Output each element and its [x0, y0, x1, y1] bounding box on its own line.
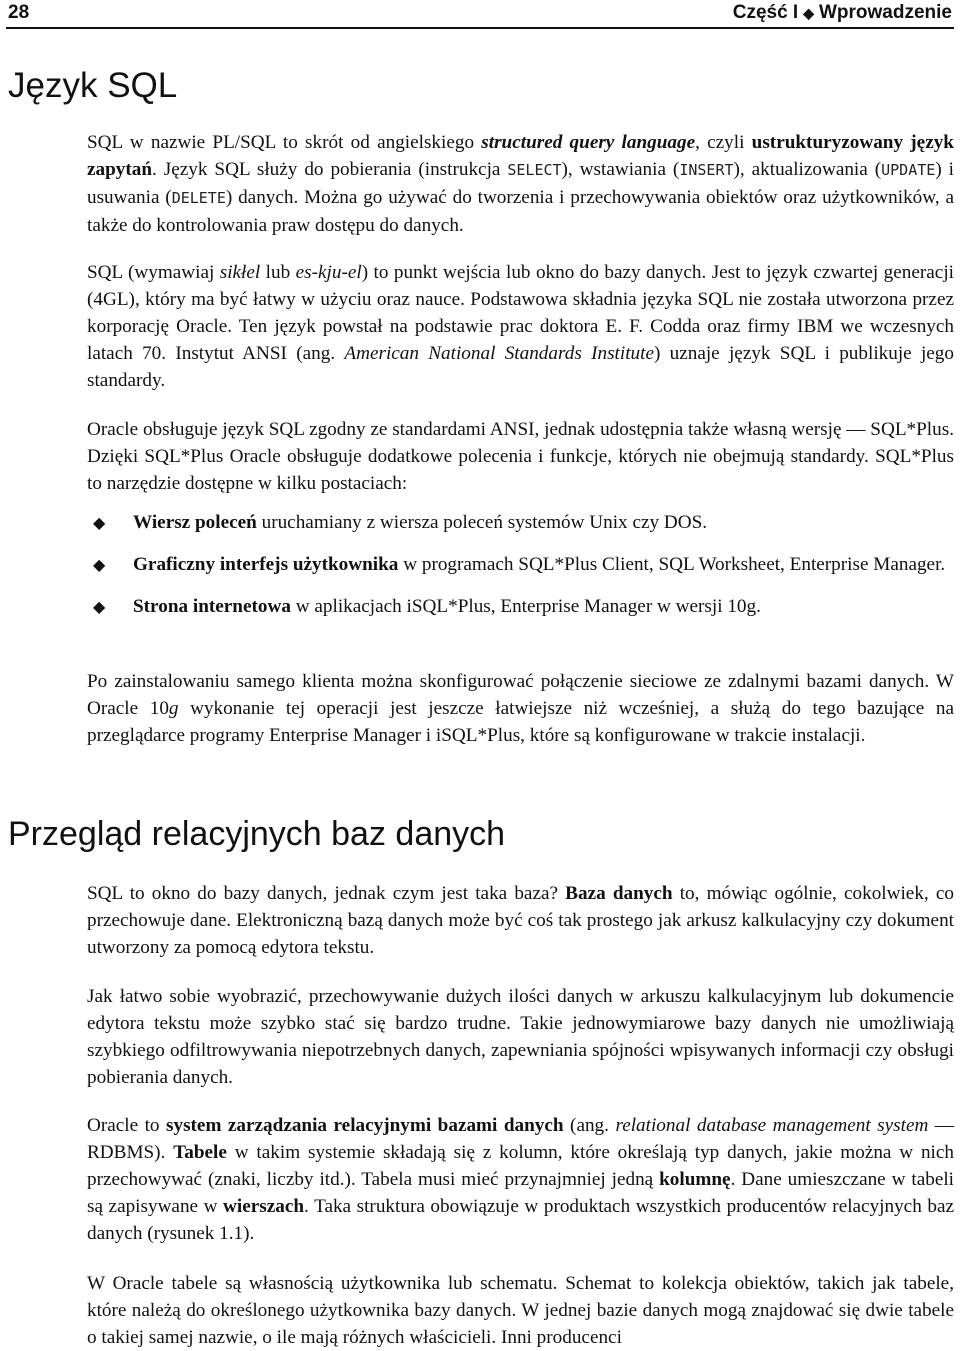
text-run: Jak łatwo sobie wyobrazić, przechowywanie dużych ilości danych w arkuszu kalkulacyjnym lub dokumencie edytora tekstu może szybko stać się bardzo trudne. Takie jednowymiarowe bazy danych nie umożliwiają szybkiego odfiltrowywania niepotrzebnych danych, zapewniania spójności wpisywanych informacji czy obsługi pobierania danych.	[87, 986, 954, 1088]
paragraph	[87, 880, 954, 961]
text-run: (ang.	[563, 1115, 616, 1136]
text-run: W Oracle tabele są własnością użytkownika lub schematu. Schemat to kolekcja obiektów, takich jak tabele, które należą do określonego użytkownika bazy danych. W jednej bazie danych mogą znajdować się dwie tabele o takiej samej nazwie, o ile mają różnych właścicieli. Inni producenci	[87, 1273, 954, 1348]
text-emphasis: Baza danych	[565, 883, 673, 904]
running-header	[6, 0, 954, 29]
text-run: , czyli	[695, 132, 752, 153]
list-item-text: uruchamiany z wiersza poleceń systemów Unix czy DOS.	[256, 512, 708, 533]
text-run: wykonanie tej operacji jest jeszcze łatwiejsze niż wcześniej, a służą do tego bazujące na przeglądarce programy Enterprise Manager i iSQL*Plus, które są konfigurowane w trakcie instalacji.	[87, 698, 954, 746]
text-run: — RDBMS).	[87, 1115, 955, 1163]
tool-forms-list	[87, 509, 954, 635]
paragraph	[87, 668, 954, 749]
text-run: SQL to okno do bazy danych, jednak czym jest taka baza?	[87, 883, 566, 904]
text-run: ) uznaje język SQL i publikuje jego standardy.	[87, 343, 954, 391]
text-run: to, mówiąc ogólnie, cokolwiek, co przechowuje dane. Elektroniczną bazą danych może być coś tak prostego jak arkusz kalkulacyjny czy dokument utworzony za pomocą edytora tekstu.	[87, 883, 954, 958]
section-name: Wprowadzenie	[818, 2, 952, 23]
text-run: SQL w nazwie PL/SQL to skrót od angielskiego	[87, 132, 482, 153]
text-emphasis: INSERT	[679, 161, 734, 179]
text-emphasis: system zarządzania relacyjnymi bazami danych	[166, 1115, 564, 1136]
text-run: . Dane umieszczane w tabeli są zapisywane w	[87, 1169, 955, 1217]
text-run: ), aktualizowania (	[733, 159, 882, 180]
paragraph	[87, 1112, 954, 1247]
page-number: 28	[8, 2, 30, 23]
text-emphasis: American National Standards Institute	[344, 343, 654, 364]
text-run: ), wstawiania (	[561, 159, 680, 180]
text-run: . Taka struktura obowiązuje w produktach wszystkich producentów relacyjnych baz danych (rysunek 1.1).	[87, 1196, 954, 1244]
text-emphasis: g	[168, 698, 179, 719]
list-item-label: Strona internetowa	[133, 596, 291, 617]
text-run: Oracle to	[87, 1115, 167, 1136]
part-label	[733, 0, 952, 26]
section-heading-sql: Język SQL	[8, 66, 178, 105]
text-emphasis: ustrukturyzowany język zapytań	[87, 132, 954, 180]
text-run: . Język SQL służy do pobierania (instrukcja	[152, 159, 508, 180]
list-item-label: Wiersz poleceń	[133, 512, 257, 533]
text-emphasis: SELECT	[507, 161, 562, 179]
text-emphasis: Tabele	[173, 1142, 227, 1163]
diamond-bullet-icon: ◆	[93, 515, 106, 532]
list-item	[87, 551, 954, 578]
text-emphasis: kolumnę	[659, 1169, 731, 1190]
diamond-bullet-icon: ◆	[93, 557, 106, 574]
list-item	[87, 593, 954, 620]
list-item-text: w aplikacjach iSQL*Plus, Enterprise Manager w wersji 10g.	[290, 596, 761, 617]
text-emphasis: wierszach	[223, 1196, 305, 1217]
paragraph	[87, 416, 954, 497]
text-run: lub	[260, 262, 296, 283]
paragraph	[87, 983, 954, 1091]
text-run: Oracle obsługuje język SQL zgodny ze standardami ANSI, jednak udostępnia także własną wersję — SQL*Plus. Dzięki SQL*Plus Oracle obsługuje dodatkowe polecenia i funkcje, których nie obejmują standardy. SQL*Plus to narzędzie dostępne w kilku postaciach:	[87, 419, 954, 494]
text-emphasis: es-kju-el	[295, 262, 362, 283]
diamond-icon: ◆	[803, 5, 814, 21]
part-name: Część I	[732, 2, 799, 23]
text-run: ) to punkt wejścia lub okno do bazy danych. Jest to język czwartej generacji (4GL), który ma być łatwy w użyciu oraz nauce. Podstawowa składnia języka SQL nie została utworzona przez korporację Oracle. Ten język powstał na podstawie prac doktora E. F. Codda oraz firmy IBM we wczesnych latach 70. Instytut ANSI (ang.	[87, 262, 954, 364]
text-run: ) danych. Można go używać do tworzenia i przechowywania obiektów oraz użytkowników, a także do kontrolowania praw dostępu do danych.	[87, 187, 955, 236]
text-run: SQL (wymawiaj	[87, 262, 220, 283]
paragraph	[87, 259, 954, 394]
list-item-text: w programach SQL*Plus Client, SQL Worksheet, Enterprise Manager.	[398, 554, 946, 575]
section-heading-relational-databases: Przegląd relacyjnych baz danych	[8, 815, 506, 853]
list-item	[87, 509, 954, 536]
text-emphasis: sikłel	[219, 262, 261, 283]
text-emphasis: structured query language	[481, 132, 696, 153]
text-emphasis: DELETE	[171, 189, 226, 207]
text-run: Po zainstalowaniu samego klienta można skonfigurować połączenie sieciowe ze zdalnymi bazami danych. W Oracle 10	[87, 671, 954, 719]
paragraph	[87, 1270, 954, 1351]
text-emphasis: UPDATE	[881, 161, 936, 179]
text-run: ) i usuwania (	[87, 159, 954, 208]
diamond-bullet-icon: ◆	[93, 599, 106, 616]
text-run: w takim systemie składają się z kolumn, które określają typ danych, jakie można w nich przechowywać (znaki, liczby itd.). Tabela musi mieć przynajmniej jedną	[87, 1142, 954, 1190]
text-emphasis: relational database management system	[615, 1115, 929, 1136]
list-item-label: Graficzny interfejs użytkownika	[133, 554, 399, 575]
paragraph	[87, 129, 954, 239]
